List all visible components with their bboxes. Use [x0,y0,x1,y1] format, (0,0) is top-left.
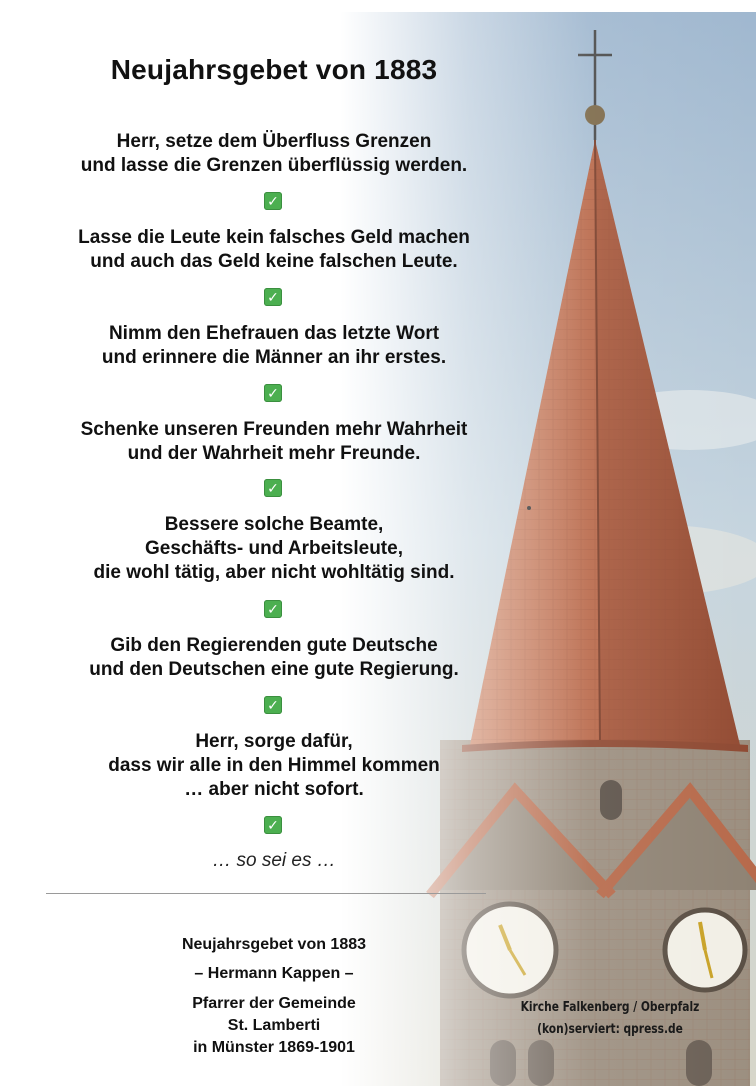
stanza-line: Lasse die Leute kein falsches Geld machen [78,227,470,248]
stanza-line: und den Deutschen eine gute Regierung. [89,659,459,680]
check-mark-icon: ✓ [264,192,282,210]
stanza-4 [0,418,548,466]
stanza-line: und erinnere die Männer an ihr erstes. [101,347,447,368]
page-title: Neujahrsgebet von 1883 [110,54,438,85]
stanza-line: Geschäfts- und Arbeitsleute, [145,538,403,559]
stanza-line: Nimm den Ehefrauen das letzte Wort [108,323,440,344]
stanza-line: … aber nicht sofort. [184,779,364,800]
footer-parish-line: St. Lamberti [227,1017,321,1034]
footer-years-line: in Münster 1869-1901 [193,1039,355,1056]
footer-role [0,993,548,1059]
stanza-5 [0,513,548,585]
footer-author: – Hermann Kappen – [194,965,354,982]
stanza-6 [0,634,548,682]
stanza-line: Bessere solche Beamte, [164,514,384,535]
stanza-line: die wohl tätig, aber nicht wohltätig sind. [93,562,455,583]
stanza-line: Herr, sorge dafür, [195,731,353,752]
stanza-1 [0,130,548,178]
check-mark-icon: ✓ [264,384,282,402]
photo-credit [520,997,700,1041]
stanza-line: Schenke unseren Freunden mehr Wahrheit [80,419,468,440]
check-mark-icon: ✓ [264,696,282,714]
check-mark-icon: ✓ [264,600,282,618]
check-mark-icon: ✓ [264,479,282,497]
stanza-line: und lasse die Grenzen überflüssig werden. [80,155,468,176]
stanza-3 [0,322,548,370]
stanza-line: Gib den Regierenden gute Deutsche [110,635,438,656]
divider [46,893,486,894]
stanza-line: und auch das Geld keine falschen Leute. [90,251,458,272]
closing-line: … so sei es … [212,850,336,871]
check-mark-icon: ✓ [264,816,282,834]
stanza-line: und der Wahrheit mehr Freunde. [127,443,421,464]
stanza-2 [0,226,548,274]
check-mark-icon: ✓ [264,288,282,306]
stanza-line: Herr, setze dem Überfluss Grenzen [116,131,432,152]
credit-location: Kirche Falkenberg / Oberpfalz [520,1000,700,1015]
credit-source: (kon)serviert: qpress.de [537,1022,683,1037]
stanza-7 [0,730,548,802]
stanza-line: dass wir alle in den Himmel kommen [108,755,440,776]
footer-title: Neujahrsgebet von 1883 [181,936,367,953]
footer-role-line: Pfarrer der Gemeinde [192,995,356,1012]
